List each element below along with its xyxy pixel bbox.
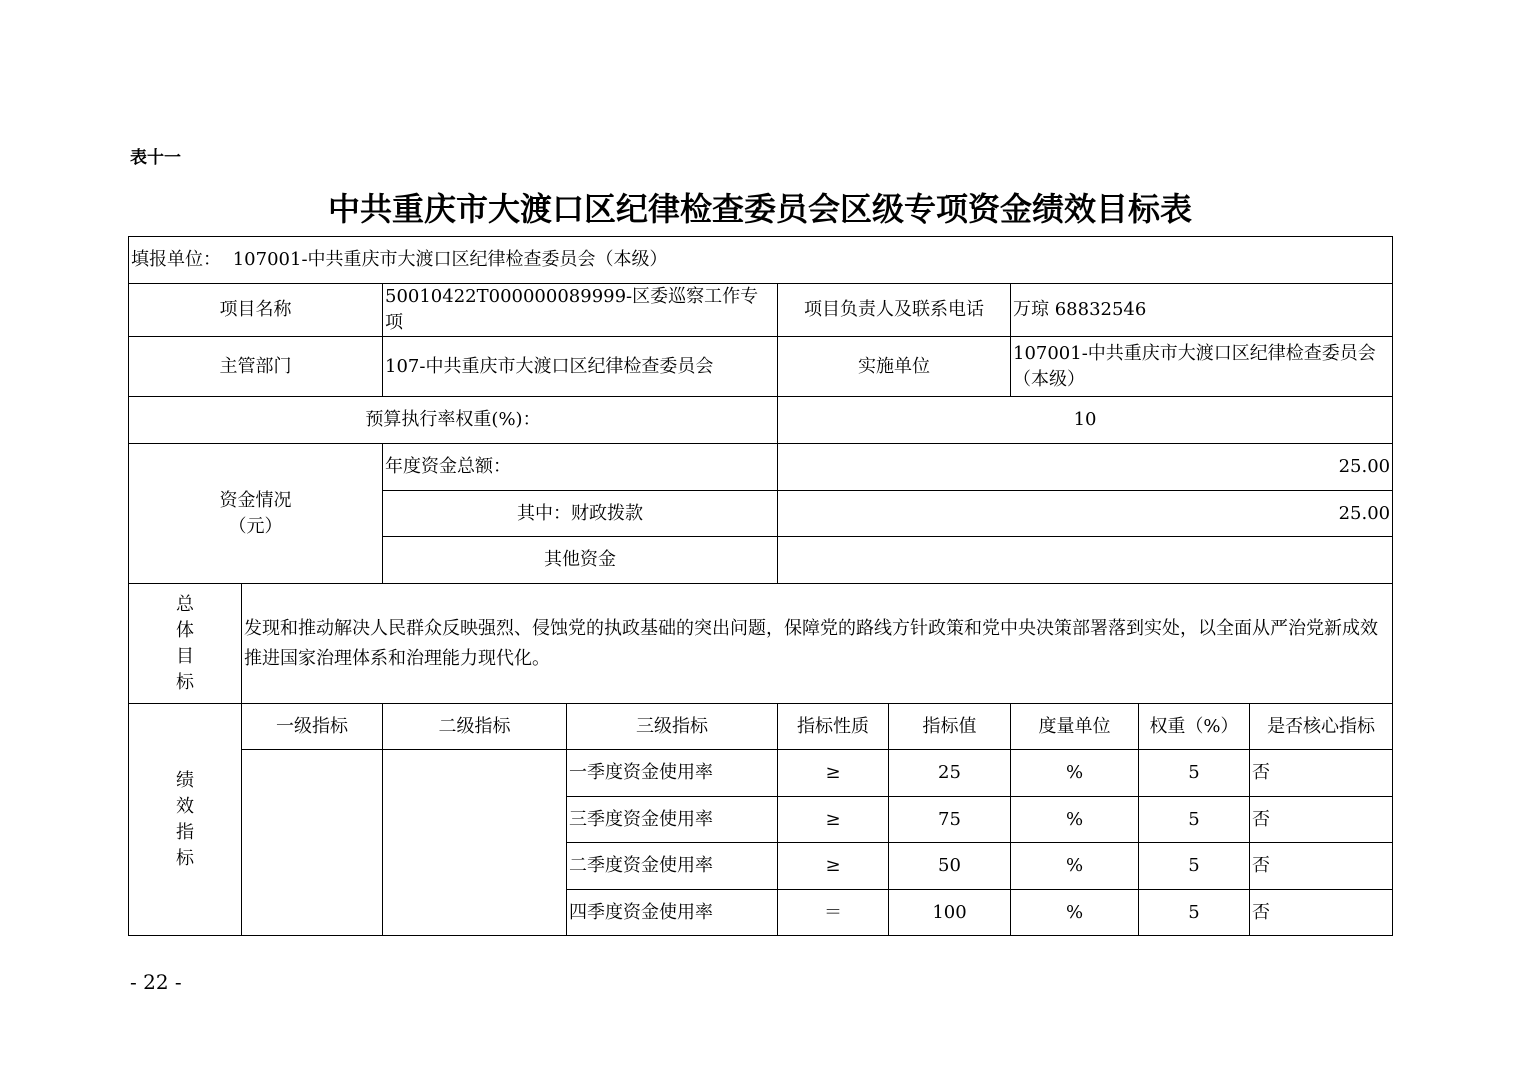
header-level1: 一级指标: [242, 704, 383, 750]
indicator-core: 否: [1250, 750, 1393, 797]
fill-unit-value: 107001-中共重庆市大渡口区纪律检查委员会（本级）: [232, 249, 668, 270]
indicator-name: 二季度资金使用率: [567, 843, 778, 890]
project-name-label: 项目名称: [129, 284, 383, 337]
indicator-unit: %: [1011, 890, 1139, 936]
table-row: [129, 750, 1393, 797]
indicator-name: 三季度资金使用率: [567, 797, 778, 843]
header-weight: 权重（%）: [1139, 704, 1250, 750]
indicator-name: 一季度资金使用率: [567, 750, 778, 797]
document-title: 中共重庆市大渡口区纪律检查委员会区级专项资金绩效目标表: [327, 190, 1192, 228]
header-value: 指标值: [889, 704, 1011, 750]
indicator-value: 50: [889, 843, 1011, 890]
indicator-op: ≥: [778, 797, 889, 843]
indicator-unit: %: [1011, 750, 1139, 797]
indicator-weight: 5: [1139, 750, 1250, 797]
goal-text: 发现和推动解决人民群众反映强烈、侵蚀党的执政基础的突出问题，保障党的路线方针政策和党中央决策部署落到实处，以全面从严治党新成效推进国家治理体系和治理能力现代化。: [242, 584, 1393, 704]
impl-value: 107001-中共重庆市大渡口区纪律检查委员会（本级）: [1011, 337, 1393, 397]
perf-label-char: 指: [176, 821, 194, 843]
header-core: 是否核心指标: [1250, 704, 1393, 750]
indicator-core: 否: [1250, 843, 1393, 890]
goal-label-char: 标: [176, 671, 194, 693]
performance-target-table: [128, 236, 1393, 936]
funds-label: [129, 444, 383, 584]
funds-total-label: 年度资金总额：: [383, 444, 778, 491]
budget-weight-label: 预算执行率权重(%)：: [129, 397, 778, 444]
funds-total-value: 25.00: [778, 444, 1393, 491]
perf-label-char: 标: [176, 847, 194, 869]
funds-fiscal-label: 其中：财政拨款: [383, 491, 778, 537]
indicator-value: 75: [889, 797, 1011, 843]
manager-label: 项目负责人及联系电话: [778, 284, 1011, 337]
table-number: 表十一: [130, 148, 181, 168]
indicator-op: ＝: [778, 890, 889, 936]
page-number: - 22 -: [130, 970, 182, 994]
indicator-weight: 5: [1139, 890, 1250, 936]
level2-cell: [383, 750, 567, 936]
header-level3: 三级指标: [567, 704, 778, 750]
indicator-core: 否: [1250, 797, 1393, 843]
header-unit: 度量单位: [1011, 704, 1139, 750]
indicator-name: 四季度资金使用率: [567, 890, 778, 936]
indicator-unit: %: [1011, 797, 1139, 843]
level1-cell: [242, 750, 383, 936]
goal-label: [129, 584, 242, 704]
project-name-value: 50010422T000000089999-区委巡察工作专项: [383, 284, 778, 337]
fill-unit-cell: [129, 237, 1393, 284]
goal-label-char: 总: [176, 593, 194, 615]
goal-label-char: 体: [176, 619, 194, 641]
impl-label: 实施单位: [778, 337, 1011, 397]
dept-label: 主管部门: [129, 337, 383, 397]
funds-fiscal-value: 25.00: [778, 491, 1393, 537]
funds-label-line1: 资金情况: [219, 489, 292, 511]
funds-other-value: [778, 537, 1393, 584]
dept-value: 107-中共重庆市大渡口区纪律检查委员会: [383, 337, 778, 397]
indicator-core: 否: [1250, 890, 1393, 936]
indicator-value: 25: [889, 750, 1011, 797]
funds-other-label: 其他资金: [383, 537, 778, 584]
indicator-weight: 5: [1139, 843, 1250, 890]
funds-label-line2: （元）: [228, 515, 283, 537]
header-level2: 二级指标: [383, 704, 567, 750]
perf-label-char: 绩: [176, 769, 194, 791]
manager-value: 万琼 68832546: [1011, 284, 1393, 337]
fill-unit-label: 填报单位：: [131, 249, 221, 270]
header-nature: 指标性质: [778, 704, 889, 750]
indicator-unit: %: [1011, 843, 1139, 890]
goal-label-char: 目: [176, 645, 194, 667]
perf-label: [129, 704, 242, 936]
indicator-value: 100: [889, 890, 1011, 936]
budget-weight-value: 10: [778, 397, 1393, 444]
indicator-op: ≥: [778, 843, 889, 890]
perf-label-char: 效: [176, 795, 194, 817]
indicator-weight: 5: [1139, 797, 1250, 843]
indicator-op: ≥: [778, 750, 889, 797]
